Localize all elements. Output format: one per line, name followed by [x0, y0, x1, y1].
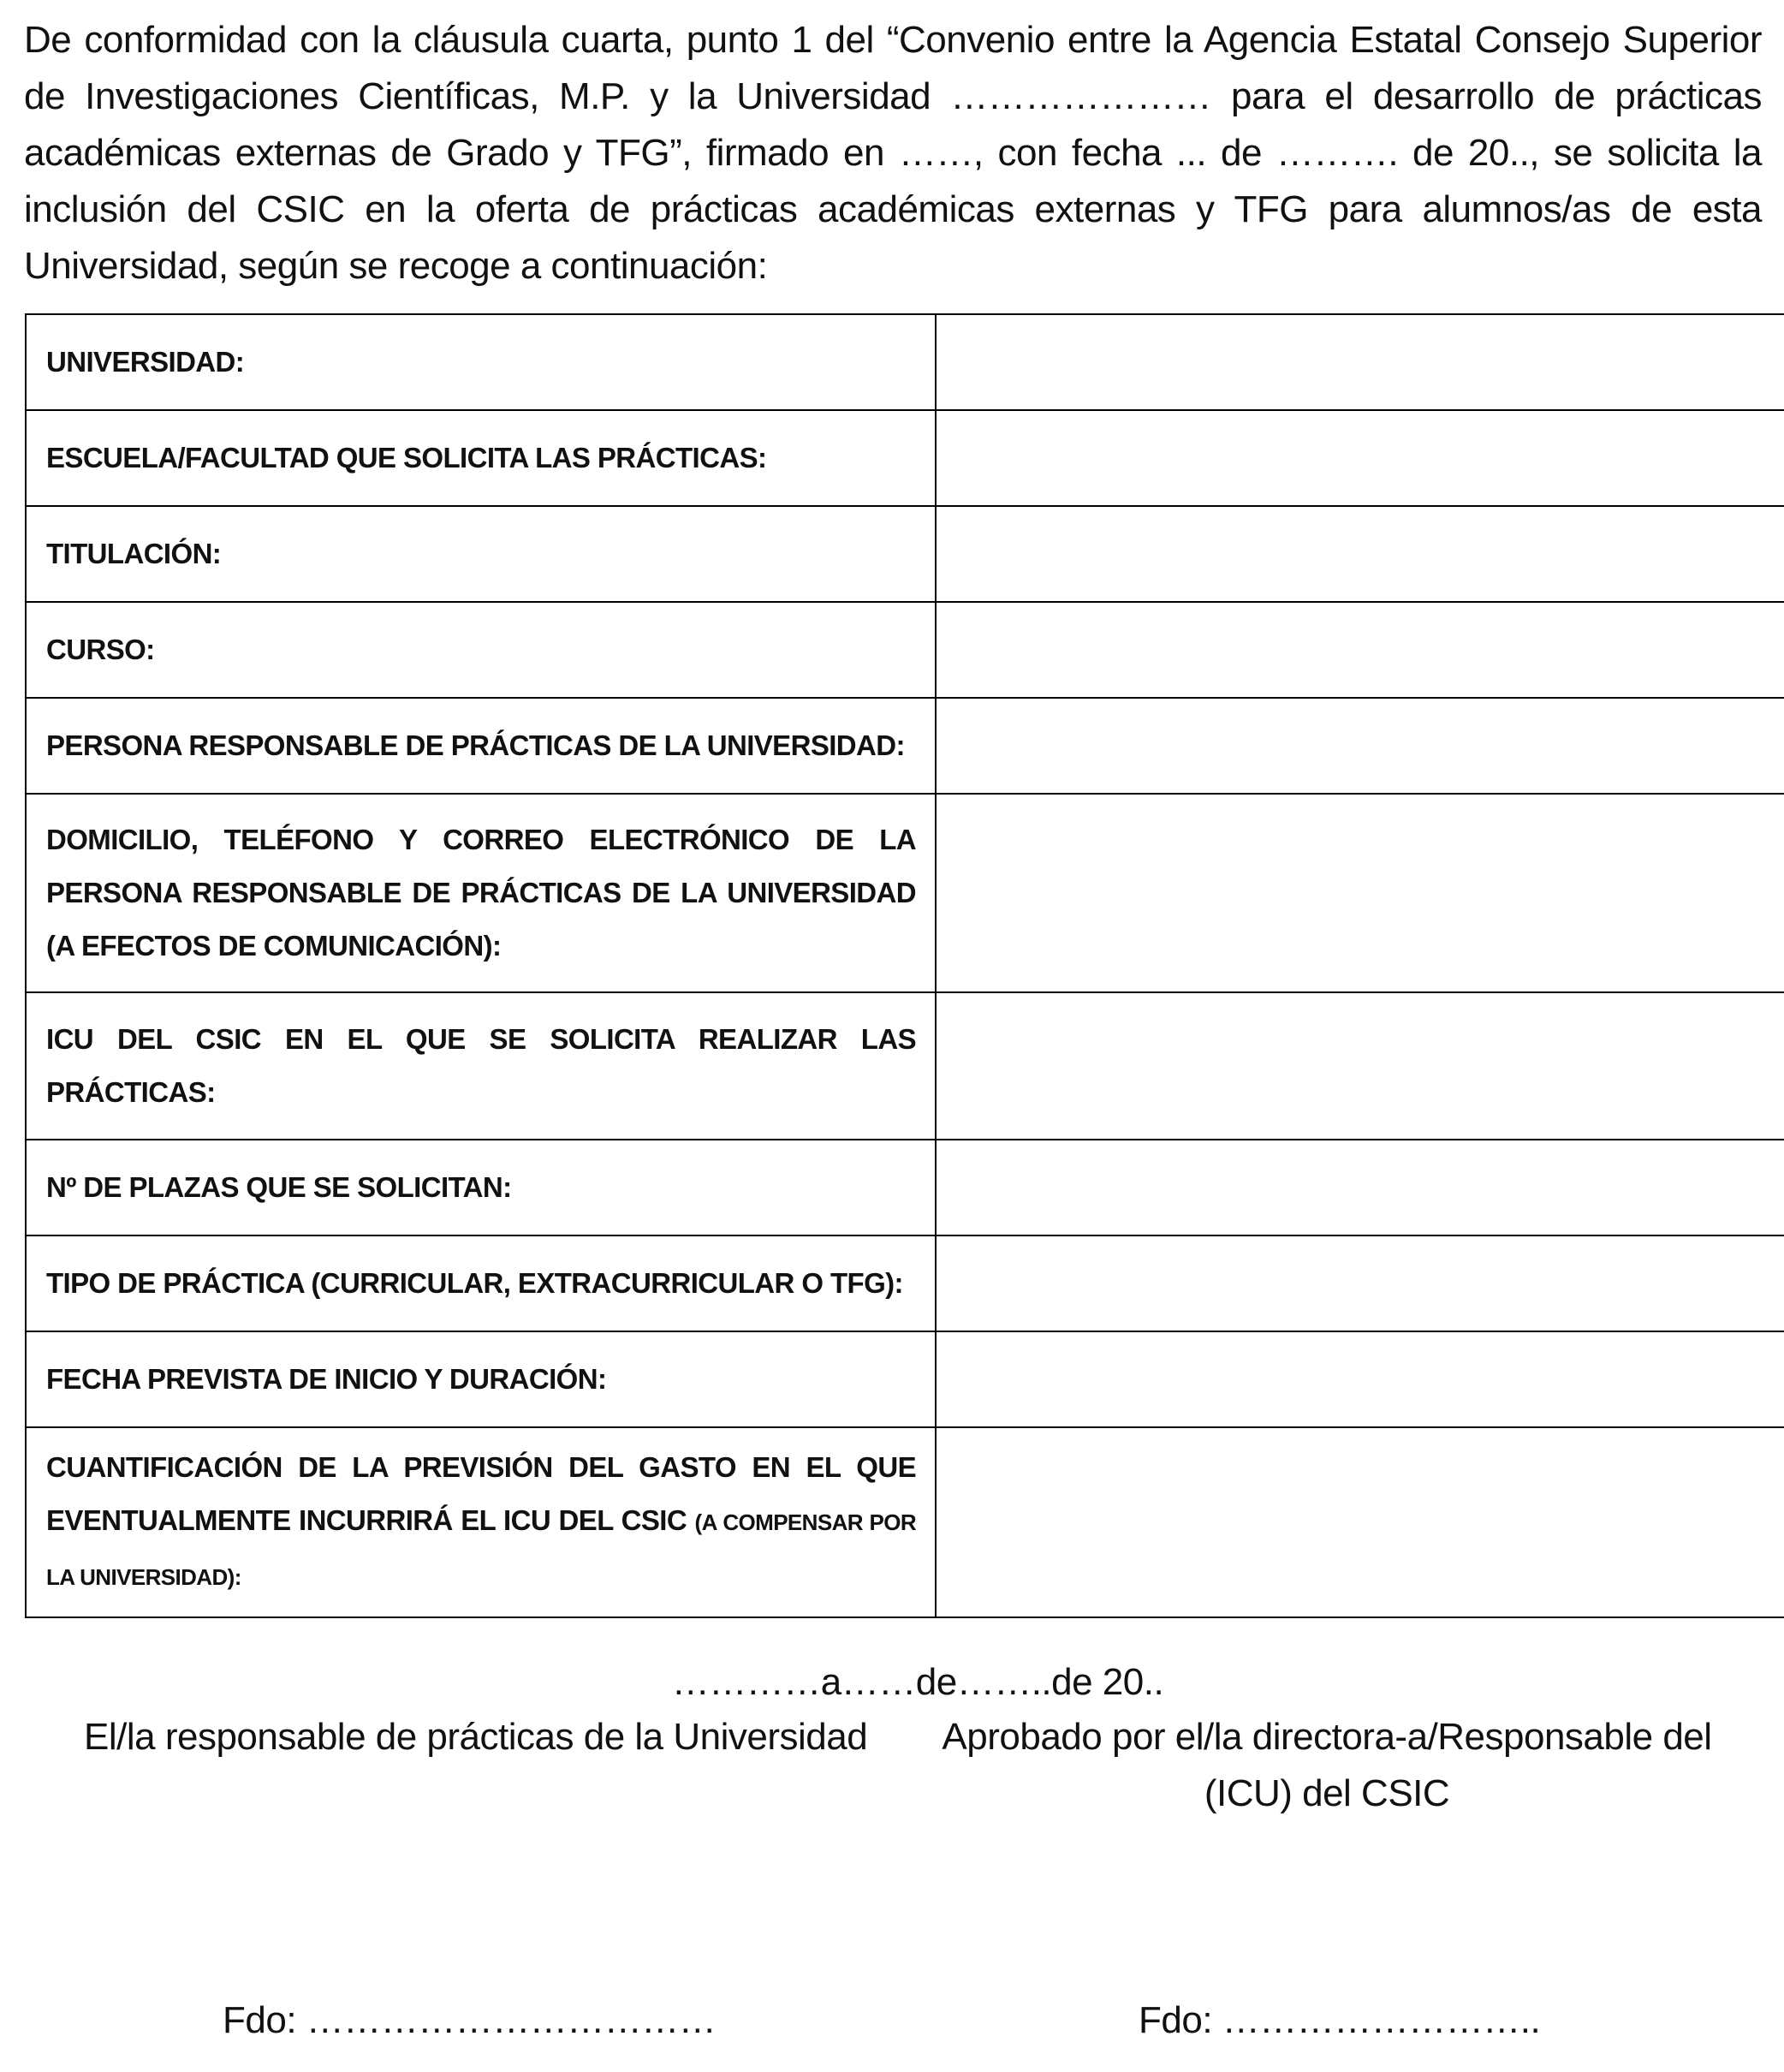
field-cuantificacion-gasto[interactable] [936, 1427, 1784, 1617]
table-row [26, 1331, 1784, 1427]
row-label-cuantificacion-gasto-main: CUANTIFICACIÓN DE LA PREVISIÓN DEL GASTO EN EL QUE EVENTUALMENTE INCURRIRÁ EL ICU DEL CSIC [46, 1451, 916, 1536]
field-persona-responsable[interactable] [936, 698, 1784, 794]
field-curso[interactable] [936, 602, 1784, 698]
field-universidad[interactable] [936, 314, 1784, 410]
field-icu-csic[interactable] [936, 992, 1784, 1140]
row-label-tipo-practica: TIPO DE PRÁCTICA (CURRICULAR, EXTRACURRICULAR O TFG): [26, 1235, 936, 1331]
table-row [26, 314, 1784, 410]
row-label-titulacion: TITULACIÓN: [26, 506, 936, 602]
table-row [26, 1235, 1784, 1331]
row-label-curso: CURSO: [26, 602, 936, 698]
table-row [26, 506, 1784, 602]
field-numero-plazas[interactable] [936, 1140, 1784, 1235]
row-label-cuantificacion-gasto-tail: (A COMPENSAR POR LA UNIVERSIDAD): [46, 1509, 917, 1590]
field-domicilio-contacto[interactable] [936, 794, 1784, 992]
left-signature-line: Fdo: …………………………… [223, 1999, 717, 2041]
field-tipo-practica[interactable] [936, 1235, 1784, 1331]
row-label-fecha-duracion: FECHA PREVISTA DE INICIO Y DURACIÓN: [26, 1331, 936, 1427]
field-escuela-facultad[interactable] [936, 410, 1784, 506]
row-label-domicilio-contacto: DOMICILIO, TELÉFONO Y CORREO ELECTRÓNICO DE LA PERSONA RESPONSABLE DE PRÁCTICAS DE LA UNIVERSIDAD (A EFECTOS DE COMUNICACIÓN): [26, 794, 936, 992]
right-signatory-title [942, 1709, 1712, 1822]
right-signature-line: Fdo: …………………….. [1139, 1999, 1541, 2041]
row-label-universidad: UNIVERSIDAD: [26, 314, 936, 410]
row-label-cuantificacion-gasto [26, 1427, 936, 1617]
row-label-escuela-facultad: ESCUELA/FACULTAD QUE SOLICITA LAS PRÁCTICAS: [26, 410, 936, 506]
row-label-persona-responsable: PERSONA RESPONSABLE DE PRÁCTICAS DE LA UNIVERSIDAD: [26, 698, 936, 794]
table-row [26, 410, 1784, 506]
field-titulacion[interactable] [936, 506, 1784, 602]
table-row [26, 1427, 1784, 1617]
table-row [26, 698, 1784, 794]
row-label-icu-csic: ICU DEL CSIC EN EL QUE SE SOLICITA REALIZAR LAS PRÁCTICAS: [26, 992, 936, 1140]
table-row [26, 794, 1784, 992]
table-row [26, 1140, 1784, 1235]
right-signatory-title-line1: Aprobado por el/la directora-a/Responsable del [942, 1716, 1712, 1758]
request-form-table [25, 313, 1784, 1618]
left-signatory-title: El/la responsable de prácticas de la Universidad [84, 1716, 868, 1758]
table-row [26, 992, 1784, 1140]
right-signatory-title-line2: (ICU) del CSIC [1204, 1772, 1450, 1814]
field-fecha-duracion[interactable] [936, 1331, 1784, 1427]
date-line: …………a……de……..de 20.. [671, 1661, 1164, 1703]
intro-paragraph: De conformidad con la cláusula cuarta, punto 1 del “Convenio entre la Agencia Estatal Consejo Superior de Investigaciones Científicas, M.P. y la Universidad ………………… para el desarrollo de prácticas académicas externas de Grado y TFG”, firmado en ……, con fecha ... de ………. de 20.., se solicita la inclusión del CSIC en la oferta de prácticas académicas externas y TFG para alumnos/as de esta Universidad, según se recoge a continuación: [24, 19, 1762, 287]
table-row [26, 602, 1784, 698]
row-label-numero-plazas: Nº DE PLAZAS QUE SE SOLICITAN: [26, 1140, 936, 1235]
